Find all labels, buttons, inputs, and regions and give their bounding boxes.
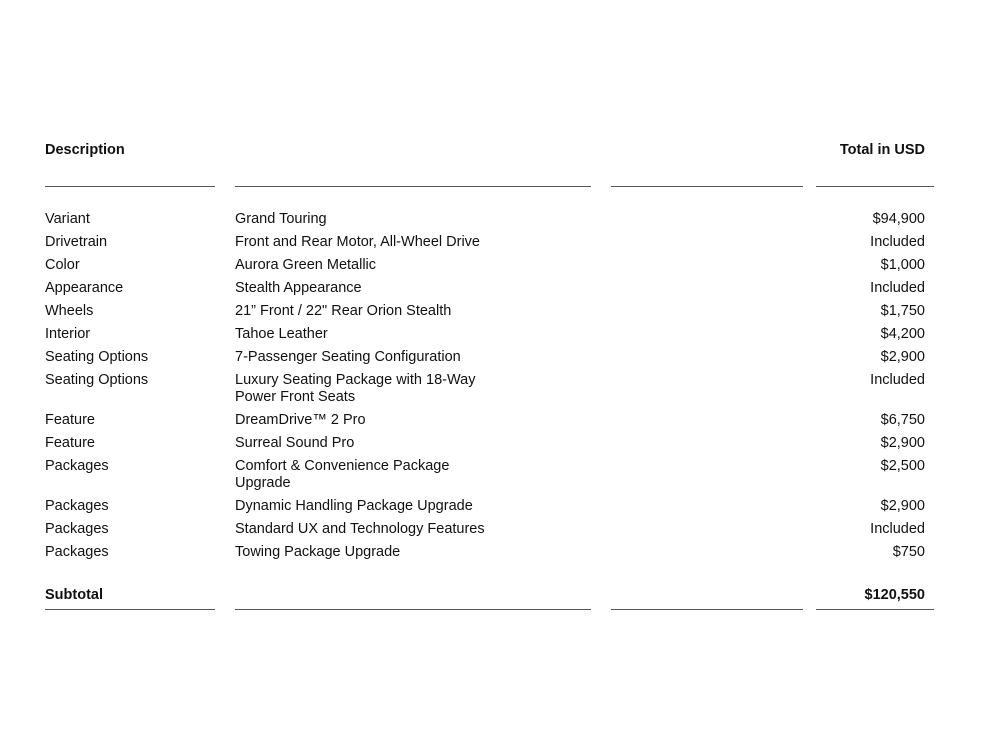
row-category: Color xyxy=(45,257,80,273)
total-usd-header: Total in USD xyxy=(839,142,925,158)
row-category: Packages xyxy=(45,458,109,474)
table-row xyxy=(0,458,997,498)
row-price: $2,500 xyxy=(880,458,925,474)
table-row xyxy=(0,544,997,567)
subtotal-value: $120,550 xyxy=(864,587,925,603)
row-item: Front and Rear Motor, All-Wheel Drive xyxy=(235,234,480,250)
row-item: Aurora Green Metallic xyxy=(235,257,377,273)
row-category: Packages xyxy=(45,521,109,537)
row-item: DreamDrive™ 2 Pro xyxy=(235,412,366,428)
row-item: Surreal Sound Pro xyxy=(235,435,355,451)
row-category: Seating Options xyxy=(45,349,149,365)
header-rule-col2 xyxy=(235,186,591,187)
subtotal-rule-col4 xyxy=(816,609,934,610)
row-price: Included xyxy=(870,372,925,388)
row-category: Appearance xyxy=(45,280,124,296)
row-price: $6,750 xyxy=(880,412,925,428)
row-item: Dynamic Handling Package Upgrade xyxy=(235,498,473,514)
subtotal-rule-col1 xyxy=(45,609,215,610)
subtotal-rule-col3 xyxy=(611,609,803,610)
table-row xyxy=(0,211,997,234)
row-category: Interior xyxy=(45,326,91,342)
table-row xyxy=(0,234,997,257)
subtotal-rule-col2 xyxy=(235,609,591,610)
table-row xyxy=(0,349,997,372)
row-item: Comfort & Convenience Package Upgrade xyxy=(235,458,450,491)
row-category: Variant xyxy=(45,211,90,227)
row-category: Feature xyxy=(45,435,95,451)
table-row xyxy=(0,280,997,303)
row-item: 21” Front / 22" Rear Orion Stealth xyxy=(235,303,452,319)
row-price: $2,900 xyxy=(880,435,925,451)
row-item: Standard UX and Technology Features xyxy=(235,521,485,537)
row-item: Grand Touring xyxy=(235,211,327,227)
table-row xyxy=(0,372,997,412)
table-row xyxy=(0,521,997,544)
row-category: Packages xyxy=(45,544,109,560)
row-price: $2,900 xyxy=(880,498,925,514)
row-price: $1,750 xyxy=(880,303,925,319)
row-category: Wheels xyxy=(45,303,94,319)
header-rule-col3 xyxy=(611,186,803,187)
table-row xyxy=(0,257,997,280)
subtotal-label: Subtotal xyxy=(45,587,103,603)
row-price: $750 xyxy=(892,544,925,560)
line-items xyxy=(0,211,997,567)
table-row xyxy=(0,435,997,458)
header-rule-col4 xyxy=(816,186,934,187)
description-header: Description xyxy=(45,142,125,158)
row-category: Drivetrain xyxy=(45,234,108,250)
row-category: Feature xyxy=(45,412,95,428)
table-row xyxy=(0,326,997,349)
table-row xyxy=(0,412,997,435)
row-price: Included xyxy=(870,280,925,296)
row-item: Luxury Seating Package with 18-Way Power Front Seats xyxy=(235,372,476,405)
row-item: Tahoe Leather xyxy=(235,326,328,342)
row-price: $1,000 xyxy=(880,257,925,273)
row-category: Seating Options xyxy=(45,372,149,388)
table-row xyxy=(0,303,997,326)
row-item: Stealth Appearance xyxy=(235,280,362,296)
table-row xyxy=(0,498,997,521)
row-price: $2,900 xyxy=(880,349,925,365)
row-item: Towing Package Upgrade xyxy=(235,544,401,560)
row-price: Included xyxy=(870,234,925,250)
row-category: Packages xyxy=(45,498,109,514)
row-price: $4,200 xyxy=(880,326,925,342)
header-rule-col1 xyxy=(45,186,215,187)
row-item: 7-Passenger Seating Configuration xyxy=(235,349,461,365)
row-price: Included xyxy=(870,521,925,537)
row-price: $94,900 xyxy=(872,211,925,227)
